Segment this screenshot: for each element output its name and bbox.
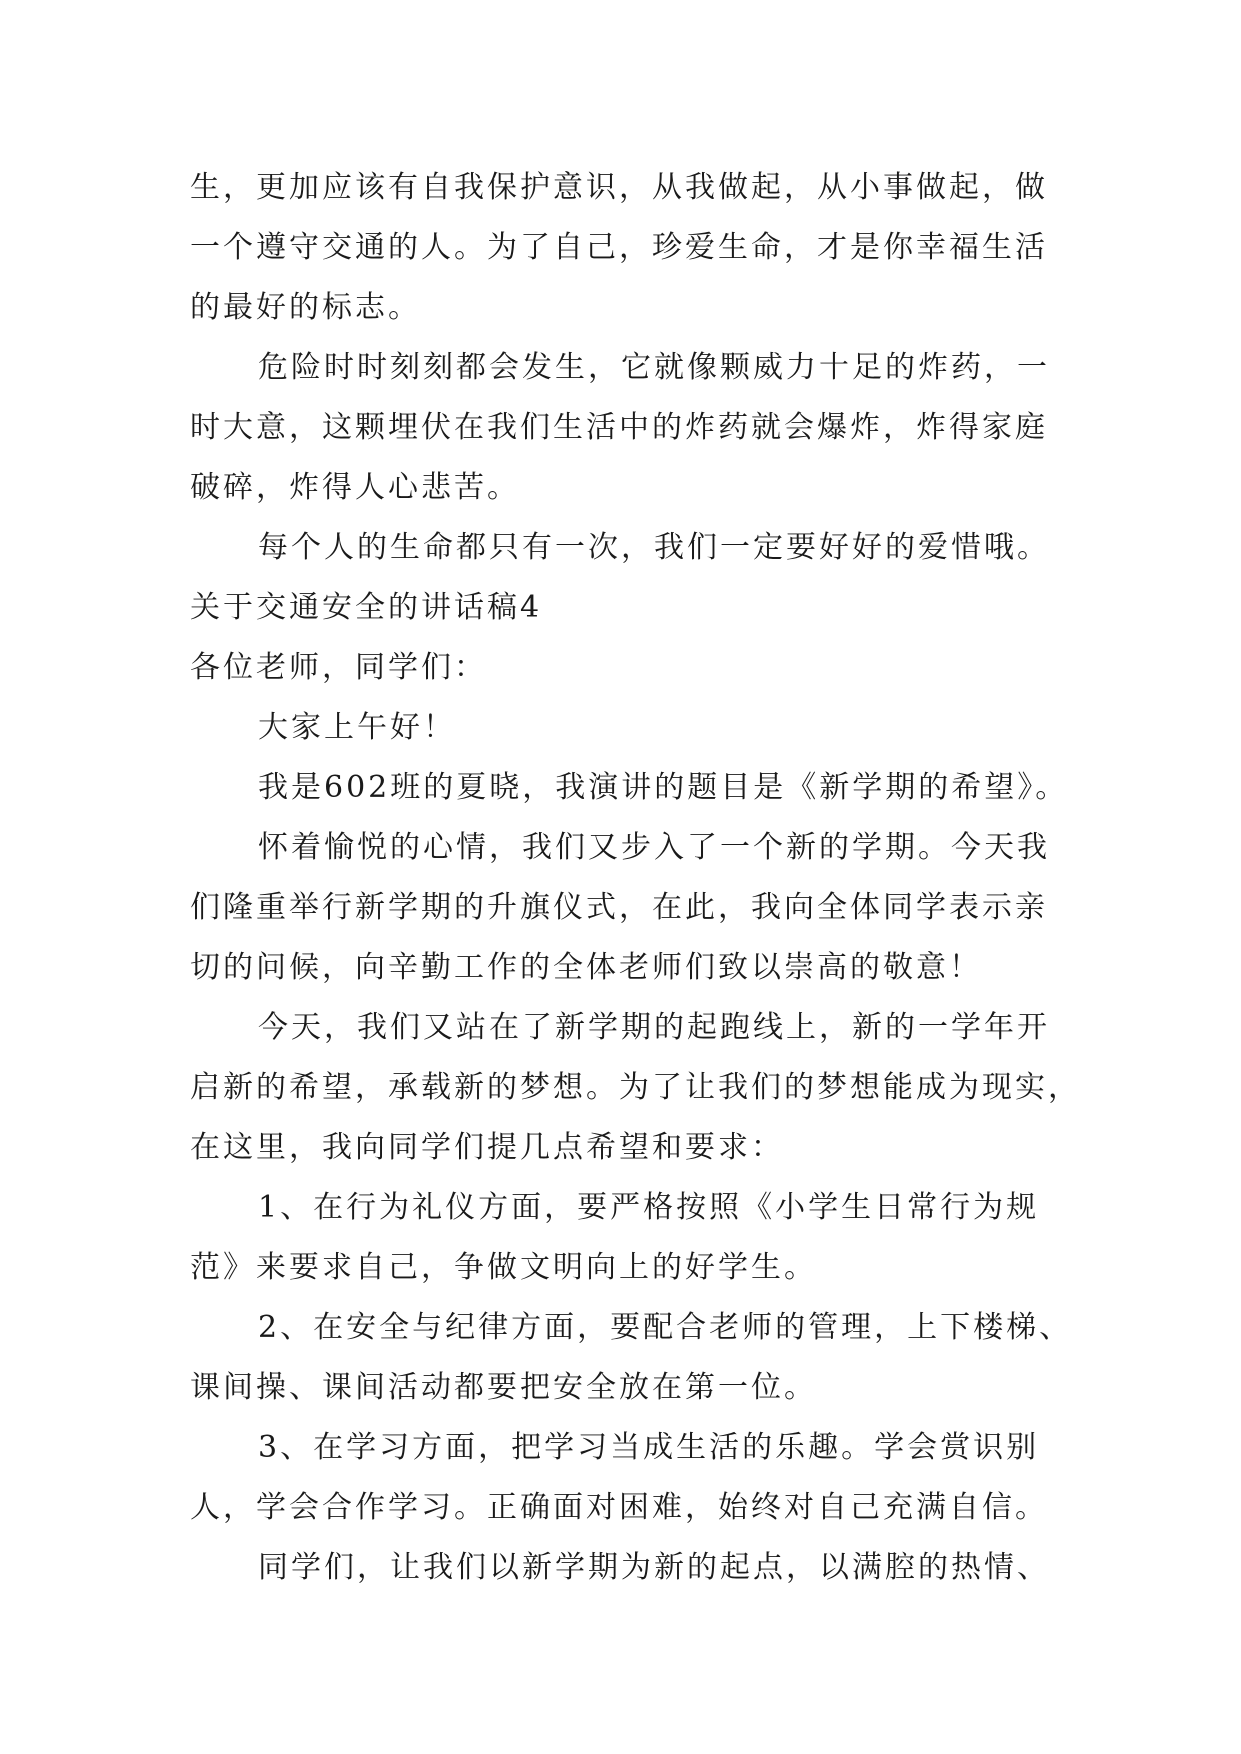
document-body <box>190 158 1081 1598</box>
text-line: 时大意，这颗埋伏在我们生活中的炸药就会爆炸，炸得家庭 <box>190 410 1048 445</box>
text-line: 的最好的标志。 <box>190 290 421 325</box>
list-item-continuation: 人，学会合作学习。正确面对困难，始终对自己充满自信。 <box>190 1490 1048 1525</box>
text-line: 启新的希望，承载新的梦想。为了让我们的梦想能成为现实， <box>190 1070 1081 1105</box>
list-item-continuation: 范》来要求自己，争做文明向上的好学生。 <box>190 1250 817 1285</box>
text-line: 生，更加应该有自我保护意识，从我做起，从小事做起，做 <box>190 170 1048 205</box>
salutation: 各位老师，同学们： <box>190 650 487 685</box>
list-item: 1、在行为礼仪方面，要严格按照《小学生日常行为规 <box>258 1190 1040 1225</box>
list-item-continuation: 课间操、课间活动都要把安全放在第一位。 <box>190 1370 817 1405</box>
list-item: 3、在学习方面，把学习当成生活的乐趣。学会赏识别 <box>258 1430 1040 1465</box>
text-line: 们隆重举行新学期的升旗仪式，在此，我向全体同学表示亲 <box>190 890 1048 925</box>
text-line: 我是602班的夏晓，我演讲的题目是《新学期的希望》。 <box>258 770 1069 805</box>
text-line: 今天，我们又站在了新学期的起跑线上，新的一学年开 <box>258 1010 1050 1045</box>
text-line: 破碎，炸得人心悲苦。 <box>190 470 520 505</box>
text-line: 切的问候，向辛勤工作的全体老师们致以崇高的敬意！ <box>190 950 982 985</box>
text-line: 怀着愉悦的心情，我们又步入了一个新的学期。今天我 <box>258 830 1050 865</box>
text-line: 一个遵守交通的人。为了自己，珍爱生命，才是你幸福生活 <box>190 230 1048 265</box>
text-line: 同学们，让我们以新学期为新的起点，以满腔的热情、 <box>258 1550 1050 1585</box>
list-item: 2、在安全与纪律方面，要配合老师的管理，上下楼梯、 <box>258 1310 1073 1345</box>
text-line: 在这里，我向同学们提几点希望和要求： <box>190 1130 784 1165</box>
greeting: 大家上午好！ <box>258 710 456 745</box>
section-heading: 关于交通安全的讲话稿4 <box>190 590 543 625</box>
text-line: 每个人的生命都只有一次，我们一定要好好的爱惜哦。 <box>258 530 1050 565</box>
text-line: 危险时时刻刻都会发生，它就像颗威力十足的炸药，一 <box>258 350 1050 385</box>
